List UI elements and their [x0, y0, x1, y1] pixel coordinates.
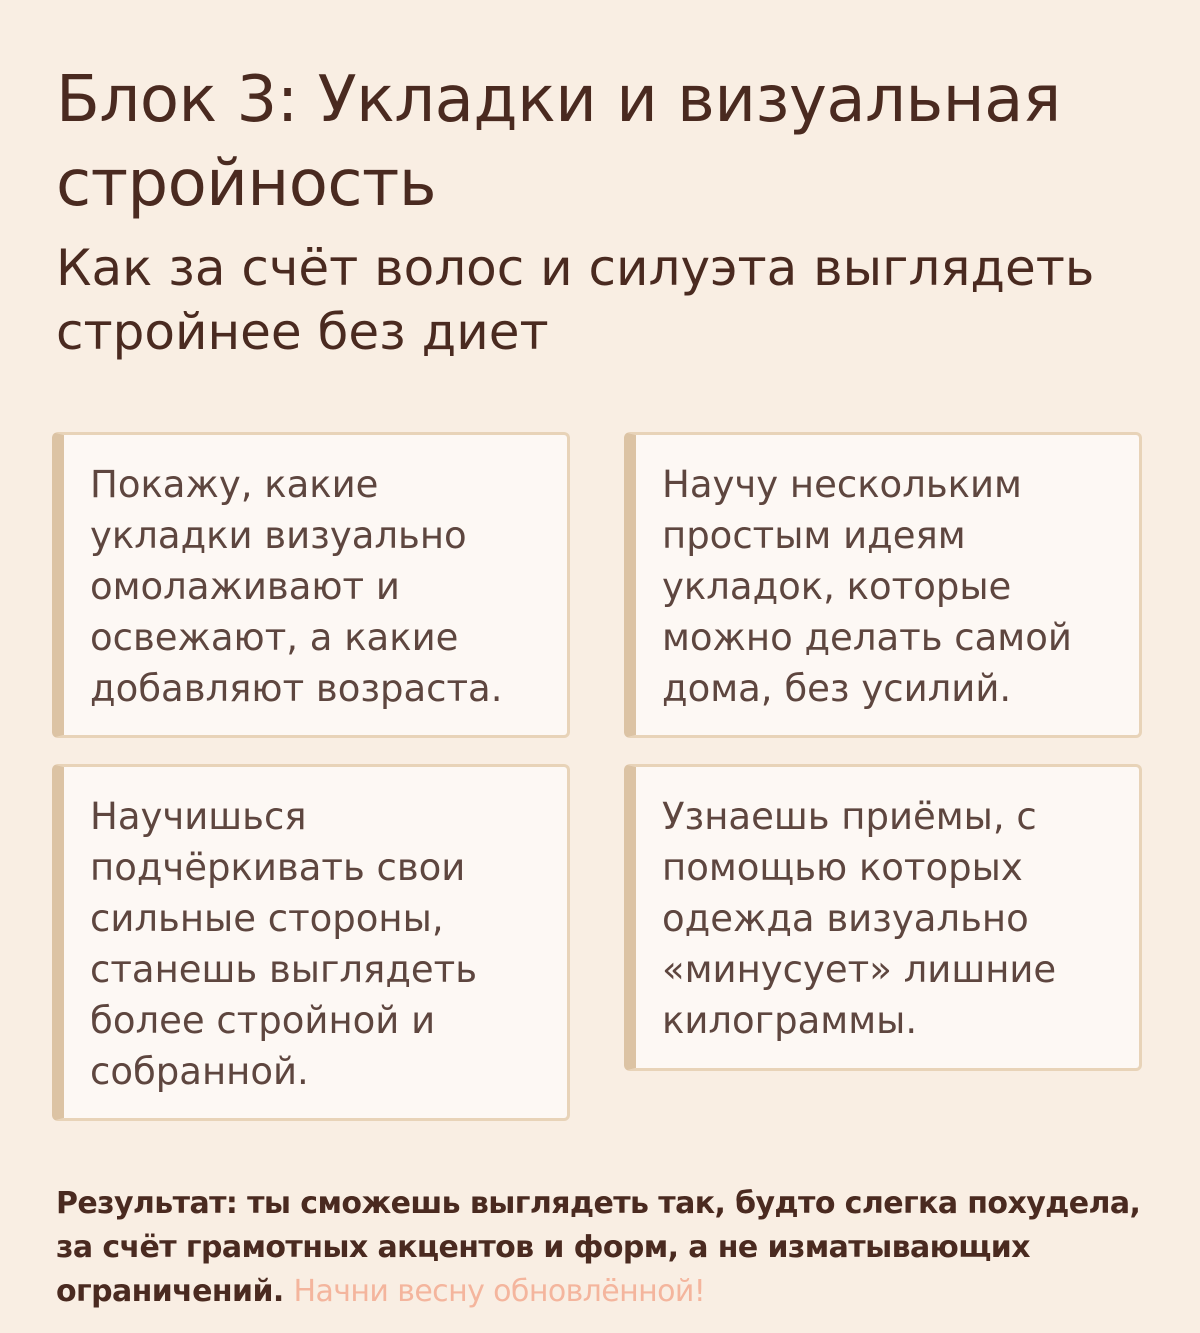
feature-card-home-styling: [624, 432, 1142, 738]
feature-card-text: Покажу, какие укладки визуально омолаживают и освежают, а какие добавляют возраста.: [90, 463, 503, 710]
call-to-action-text: Начни весну обновлённой!: [293, 1274, 706, 1309]
feature-card-strengths: [52, 764, 570, 1121]
feature-card-text: Узнаешь приёмы, с помощью которых одежда визуально «минусует» лишние килограммы.: [662, 795, 1057, 1042]
feature-card-text: Научу нескольким простым идеям укладок, которые можно делать самой дома, без усилий.: [662, 463, 1072, 710]
feature-card-text: Научишься подчёркивать свои сильные стороны, станешь выглядеть более стройной и собранной.: [90, 795, 478, 1093]
page-subtitle: Как за счёт волос и силуэта выглядеть стройнее без диет: [56, 239, 1095, 361]
page-title: Блок 3: Укладки и визуальная стройность: [56, 63, 1061, 221]
feature-card-clothing: [624, 764, 1142, 1071]
feature-card-hairstyles: [52, 432, 570, 738]
result-paragraph: [56, 1182, 1156, 1314]
result-text: Результат: ты сможешь выглядеть так, будто слегка похудела, за счёт грамотных акцентов и форм, а не изматывающих ограничений.: [56, 1186, 1141, 1309]
